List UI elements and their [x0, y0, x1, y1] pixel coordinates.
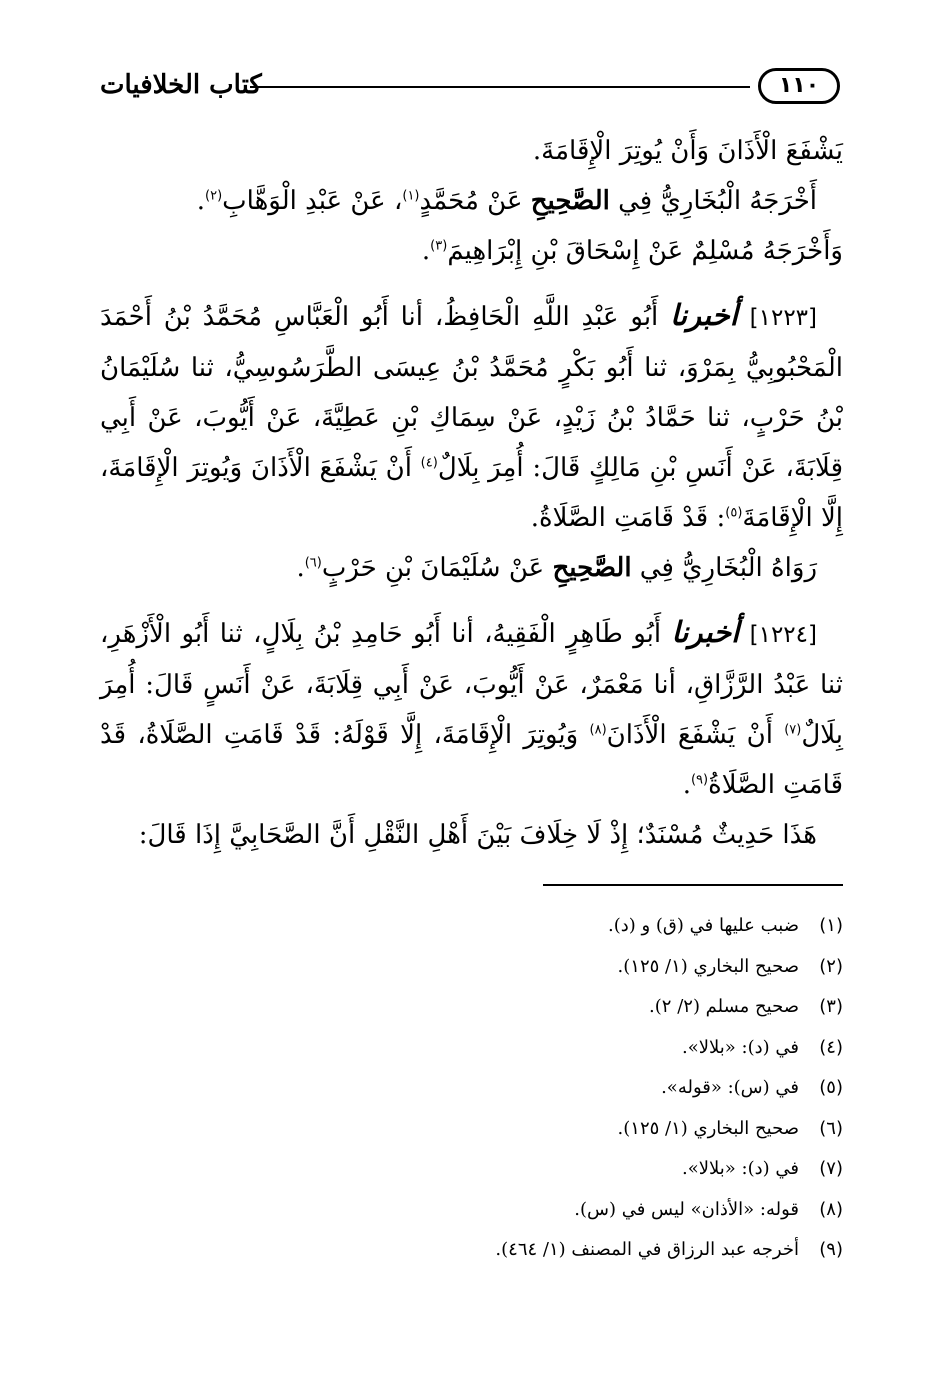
footnote-number: (٥): [819, 1077, 843, 1098]
footnote-number: (١): [819, 915, 843, 936]
text-segment: : قَدْ قَامَتِ الصَّلَاةُ.: [530, 503, 726, 533]
paragraph-bukhari-riwayah: [100, 543, 843, 593]
footnote-item: [100, 947, 843, 988]
text-segment: .: [196, 186, 206, 216]
footnote-item: [100, 1109, 843, 1150]
text-segment: أَخْرَجَهُ الْبُخَارِيُّ فِي: [609, 186, 817, 216]
footnote-item: [100, 1230, 843, 1271]
footnote-item: [100, 1028, 843, 1069]
footnote-marker: (٩): [690, 772, 709, 788]
footnote-text: أخرجه عبد الرزاق في المصنف (١/ ٤٦٤).: [495, 1239, 799, 1260]
text-segment: أَبُو عَبْدِ اللَّهِ الْحَافِظُ، أنا أَبُو الْعَبَّاسِ مُحَمَّدُ بْنُ أَحْمَدَ الْمَحْبُوبِيُّ بِمَرْوَ، ثنا أَبُو بَكْرٍ مُحَمَّدُ بْنُ عِيسَى الطَّرَسُوسِيُّ، ثنا سُلَيْمَانُ بْنُ حَرْبٍ، ثنا حَمَّادُ بْنُ زَيْدٍ، عَنْ سِمَاكِ بْنِ عَطِيَّةَ، عَنْ أَيُّوبَ، عَنْ أَبِي قِلَابَةَ، عَنْ أَنَسِ بْنِ مَالِكٍ قَالَ: أُمِرَ بِلَالٌ: [100, 302, 843, 483]
paragraph-continuation: [100, 126, 843, 176]
text-segment: أَنْ يَشْفَعَ الْأَذَانَ: [606, 720, 785, 750]
text-segment: رَوَاهُ الْبُخَارِيُّ فِي: [631, 553, 817, 583]
footnote-item: [100, 1149, 843, 1190]
bold-sahih: الصَّحِيحِ: [552, 553, 632, 583]
footnote-number: (٤): [819, 1036, 843, 1058]
footnote-item: [100, 1068, 843, 1109]
text-segment: عَنْ سُلَيْمَانَ بْنِ حَرْبٍ: [321, 553, 553, 583]
hadith-number: [١٢٢٣]: [749, 305, 818, 331]
footnote-item: [100, 906, 843, 947]
footnote-number: (٢): [819, 955, 843, 977]
footnote-number: (٧): [819, 1158, 843, 1179]
paragraph-commentary: [100, 810, 843, 860]
text-segment: هَذَا حَدِيثٌ مُسْنَدٌ؛ إِذْ لَا خِلَافَ بَيْنَ أَهْلِ النَّقْلِ أَنَّ الصَّحَابِيَّ إِذَا قَالَ:: [138, 820, 817, 850]
paragraph-bukhari-takhrij: [100, 176, 843, 226]
akhbarana-word: أخبرنا: [670, 298, 738, 332]
footnote-marker: (٣): [430, 238, 448, 254]
text-segment: .: [296, 553, 305, 583]
footnote-marker: (٧): [784, 722, 802, 738]
text-segment: أَنْ يَشْفَعَ الْأَذَانَ وَيُوتِرَ الْإِقَامَةَ، إِلَّا الْإِقَامَةَ: [100, 453, 843, 533]
footnote-number: (٦): [819, 1117, 843, 1139]
page-header: [100, 64, 840, 114]
text-segment: وَأَخْرَجَهُ مُسْلِمٌ عَنْ إِسْحَاقَ بْنِ إِبْرَاهِيمَ: [447, 236, 843, 266]
book-title: كتاب الخلافيات: [100, 70, 262, 100]
footnote-number: (٨): [819, 1198, 843, 1220]
text-segment: عَنْ مُحَمَّدٍ: [419, 186, 531, 216]
text-segment: أَبُو طَاهِرٍ الْفَقِيهُ، أنا أَبُو حَامِدِ بْنُ بِلَالٍ، ثنا أَبُو الْأَزْهَرِ، ثنا عَبْدُ الرَّزَّاقِ، أنا مَعْمَرٌ، عَنْ أَيُّوبَ، عَنْ أَبِي قِلَابَةَ، عَنْ أَنَسٍ قَالَ: أُمِرَ بِلَالٌ: [100, 619, 843, 750]
paragraph-muslim-takhrij: [100, 226, 843, 276]
footnote-marker: (١): [402, 188, 420, 204]
text-segment: .: [682, 770, 691, 800]
footnote-text: في (د): «بلالا».: [682, 1158, 799, 1179]
hadith-1223: [100, 290, 843, 543]
footnote-text: في (د): «بلالا».: [682, 1036, 799, 1058]
footnote-separator: [543, 884, 843, 886]
footnote-text: صحيح البخاري (١/ ١٢٥).: [617, 1117, 799, 1139]
footnote-marker: (٦): [304, 555, 322, 571]
footnote-number: (٣): [819, 996, 843, 1017]
continuation-line: يَشْفَعَ الْأَذَانَ وَأَنْ يُوتِرَ الْإِقَامَةَ.: [532, 136, 843, 166]
footnote-item: [100, 1190, 843, 1231]
hadith-1224: [100, 607, 843, 810]
bold-sahih: الصَّحِيحِ: [530, 186, 610, 216]
footnote-marker: (٤): [420, 455, 438, 471]
footnote-item: [100, 987, 843, 1028]
footnote-text: قوله: «الأذان» ليس في (س).: [574, 1198, 799, 1220]
text-segment: وَيُوتِرَ الْإِقَامَةَ، إِلَّا قَوْلَهُ: قَدْ قَامَتِ الصَّلَاةُ، قَدْ قَامَتِ الصَّلَاةُ: [100, 720, 843, 800]
footnote-marker: (٥): [725, 505, 743, 521]
footnote-marker: (٨): [589, 722, 607, 738]
hadith-number: [١٢٢٤]: [749, 622, 817, 648]
text-segment: ، عَنْ عَبْدِ الْوَهَّابِ: [222, 186, 403, 216]
akhbarana-word: أخبرنا: [671, 615, 740, 649]
footnote-marker: (٢): [205, 188, 223, 204]
footnote-text: في (س): «قوله».: [661, 1077, 799, 1098]
footnote-text: صحيح البخاري (١/ ١٢٥).: [617, 955, 799, 977]
footnote-number: (٩): [819, 1239, 843, 1260]
footnote-text: صحيح مسلم (٢/ ٢).: [649, 996, 799, 1017]
header-rule: [250, 86, 750, 88]
text-segment: .: [421, 236, 431, 266]
footnote-text: ضبب عليها في (ق) و (د).: [607, 915, 799, 936]
footnotes-list: [100, 906, 843, 1271]
page-number: ١١٠: [758, 68, 840, 104]
main-text: [100, 126, 843, 860]
